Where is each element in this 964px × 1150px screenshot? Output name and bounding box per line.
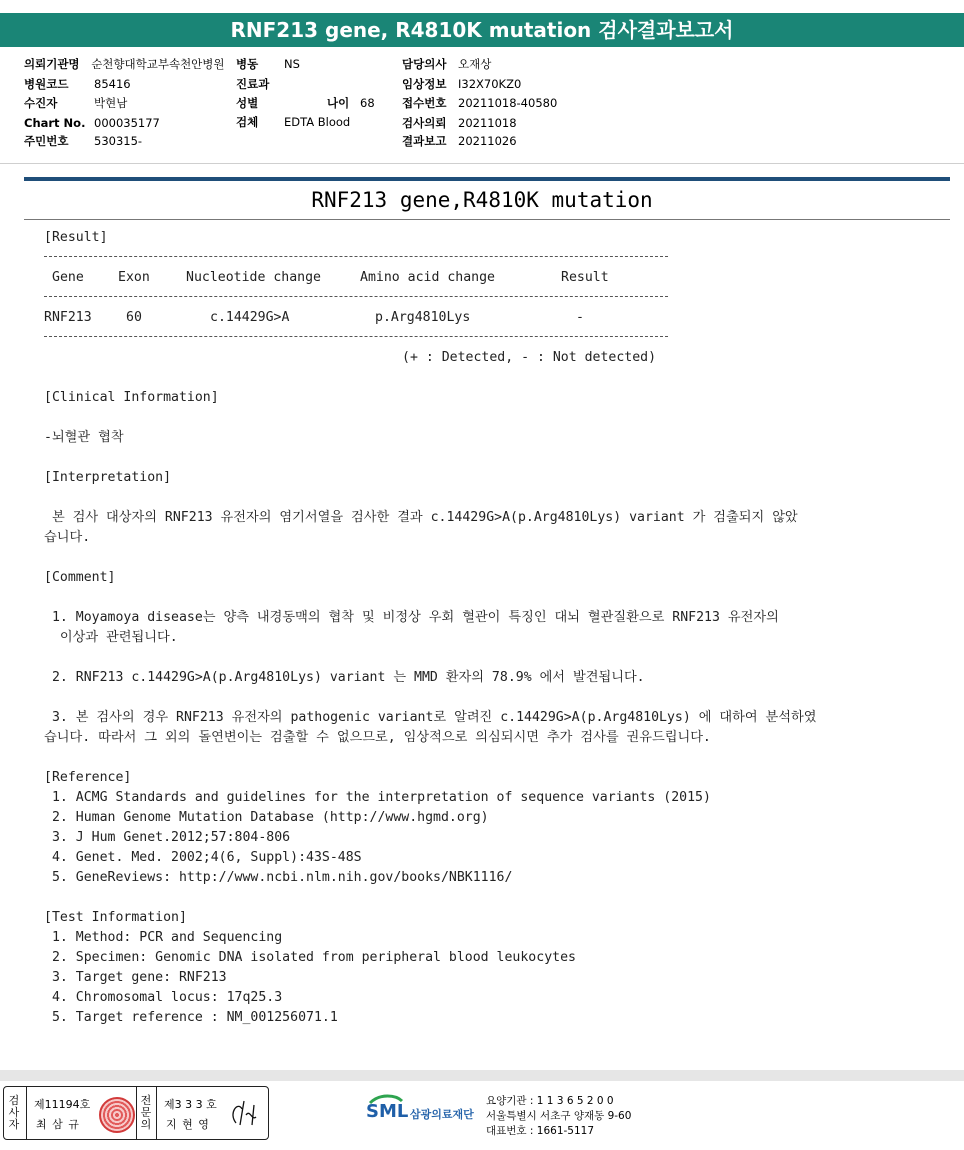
reference-item: 1. ACMG Standards and guidelines for the interpretation of sequence variants (2015)	[44, 790, 711, 805]
header-row-specimen	[236, 115, 350, 129]
value: 오재상	[458, 57, 492, 71]
report-header-title: RNF213 gene, R4810K mutation 검사결과보고서	[0, 13, 964, 47]
comment-line: 습니다. 따라서 그 외의 돌연변이는 검출할 수 없으므로, 임상적으로 의심되시면 추가 검사를 권유드립니다.	[44, 730, 711, 745]
header-row-report-date	[402, 134, 517, 148]
comment-line: 1. Moyamoya disease는 양측 내경동맥의 협착 및 비정상 우회 혈관이 특징인 대뇌 혈관질환으로 RNF213 유전자의	[44, 610, 779, 625]
label: 담당의사	[402, 57, 447, 71]
reference-section-heading: [Reference]	[44, 770, 132, 785]
label: 의뢰기관명	[24, 57, 80, 71]
header-row-patient	[24, 96, 127, 110]
test-info-item: 5. Target reference : NM_001256071.1	[44, 1010, 338, 1025]
divider	[156, 1087, 157, 1139]
interpretation-line: 습니다.	[44, 530, 91, 545]
header-divider	[0, 163, 964, 164]
value: I32X70KZ0	[458, 77, 522, 91]
footer-band	[0, 1070, 964, 1081]
label: 주민번호	[24, 134, 69, 148]
header-row-receipt-no	[402, 96, 557, 110]
test-info-item: 1. Method: PCR and Sequencing	[44, 930, 283, 945]
interpretation-section-heading: [Interpretation]	[44, 470, 172, 485]
column-header-amino-acid: Amino acid change	[360, 270, 495, 285]
section-top-bar	[24, 177, 950, 181]
clinical-section-heading: [Clinical Information]	[44, 390, 219, 405]
company-name: 삼광의료재단	[410, 1108, 474, 1121]
label: 성별	[236, 96, 259, 110]
cell-result: -	[576, 310, 584, 325]
examiner-name: 최 삼 규	[36, 1118, 80, 1131]
column-header-nucleotide: Nucleotide change	[186, 270, 321, 285]
signature-icon	[226, 1095, 262, 1131]
label: 나이	[327, 96, 350, 110]
column-header-result: Result	[561, 270, 609, 285]
reference-item: 2. Human Genome Mutation Database (http://www.hgmd.org)	[44, 810, 489, 825]
header-row-age	[327, 96, 375, 110]
label: 임상정보	[402, 77, 447, 91]
table-rule	[44, 256, 668, 257]
header-row-dept	[236, 77, 269, 91]
label: Chart No.	[24, 116, 86, 130]
examiner-license: 제11194호	[34, 1098, 91, 1111]
reference-item: 5. GeneReviews: http://www.ncbi.nlm.nih.gov/books/NBK1116/	[44, 870, 513, 885]
label: 결과보고	[402, 134, 447, 148]
cell-nucleotide: c.14429G>A	[210, 310, 290, 325]
divider	[136, 1087, 137, 1139]
company-phone: 대표번호 : 1661-5117	[486, 1125, 595, 1137]
header-row-ward	[236, 57, 300, 71]
cell-exon: 60	[126, 310, 142, 325]
reference-item: 3. J Hum Genet.2012;57:804-806	[44, 830, 291, 845]
value: 박현남	[94, 96, 128, 110]
cell-gene: RNF213	[44, 310, 92, 325]
value: EDTA Blood	[284, 115, 351, 129]
specialist-license: 제3 3 3 호	[164, 1098, 217, 1111]
company-address: 서울특별시 서초구 양재동 9-60	[486, 1110, 632, 1122]
report-title: RNF213 gene,R4810K mutation	[311, 188, 653, 212]
value: 85416	[94, 77, 131, 91]
institution-code: 요양기관 : 1 1 3 6 5 2 0 0	[486, 1095, 614, 1107]
header-row-hospital-code	[24, 77, 131, 91]
value: NS	[284, 57, 300, 71]
result-section-heading: [Result]	[44, 230, 108, 245]
header-row-institution	[24, 57, 225, 71]
title-divider	[24, 219, 950, 220]
header-row-sex	[236, 96, 258, 110]
examiner-label: 검사자	[8, 1094, 20, 1131]
value: 530315-	[94, 134, 143, 148]
header-row-clinical-info	[402, 77, 521, 91]
value: 68	[360, 96, 375, 110]
table-rule	[44, 296, 668, 297]
column-header-gene: Gene	[52, 270, 84, 285]
test-info-section-heading: [Test Information]	[44, 910, 187, 925]
test-info-item: 4. Chromosomal locus: 17q25.3	[44, 990, 283, 1005]
clinical-text: -뇌혈관 협착	[44, 430, 124, 445]
value: 20211018-40580	[458, 96, 558, 110]
label: 검사의뢰	[402, 116, 447, 130]
company-info	[486, 1094, 631, 1139]
label: 접수번호	[402, 96, 447, 110]
label: 병동	[236, 57, 259, 71]
value: 20211026	[458, 134, 517, 148]
test-info-item: 2. Specimen: Genomic DNA isolated from peripheral blood leukocytes	[44, 950, 576, 965]
header-row-doctor	[402, 57, 491, 71]
comment-line: 3. 본 검사의 경우 RNF213 유전자의 pathogenic variant로 알려진 c.14429G>A(p.Arg4810Lys) 에 대하여 분석하였	[44, 710, 817, 725]
test-info-item: 3. Target gene: RNF213	[44, 970, 227, 985]
result-legend: (+ : Detected, - : Not detected)	[402, 350, 657, 365]
specialist-name: 지 현 영	[166, 1118, 210, 1131]
reference-item: 4. Genet. Med. 2002;4(6, Suppl):43S-48S	[44, 850, 362, 865]
value: 000035177	[94, 116, 160, 130]
label: 수진자	[24, 96, 58, 110]
label: 진료과	[236, 77, 270, 91]
seal-stamp-icon	[99, 1097, 135, 1133]
divider	[26, 1087, 27, 1139]
header-row-resident-no	[24, 134, 142, 148]
header-row-chart-no	[24, 116, 160, 130]
comment-section-heading: [Comment]	[44, 570, 116, 585]
signature-box	[3, 1086, 269, 1140]
sml-text: SML	[366, 1101, 409, 1122]
column-header-exon: Exon	[118, 270, 150, 285]
value: 순천향대학교부속천안병원	[91, 57, 225, 71]
header-row-request-date	[402, 116, 517, 130]
cell-amino-acid: p.Arg4810Lys	[375, 310, 471, 325]
comment-line: 이상과 관련됩니다.	[44, 630, 178, 645]
label: 병원코드	[24, 77, 69, 91]
table-rule	[44, 336, 668, 337]
specialist-label: 전문의	[140, 1094, 152, 1131]
interpretation-line: 본 검사 대상자의 RNF213 유전자의 염기서열을 검사한 결과 c.14429G>A(p.Arg4810Lys) variant 가 검출되지 않았	[44, 510, 798, 525]
label: 검체	[236, 115, 259, 129]
value: 20211018	[458, 116, 517, 130]
comment-line: 2. RNF213 c.14429G>A(p.Arg4810Lys) variant 는 MMD 환자의 78.9% 에서 발견됩니다.	[44, 670, 645, 685]
